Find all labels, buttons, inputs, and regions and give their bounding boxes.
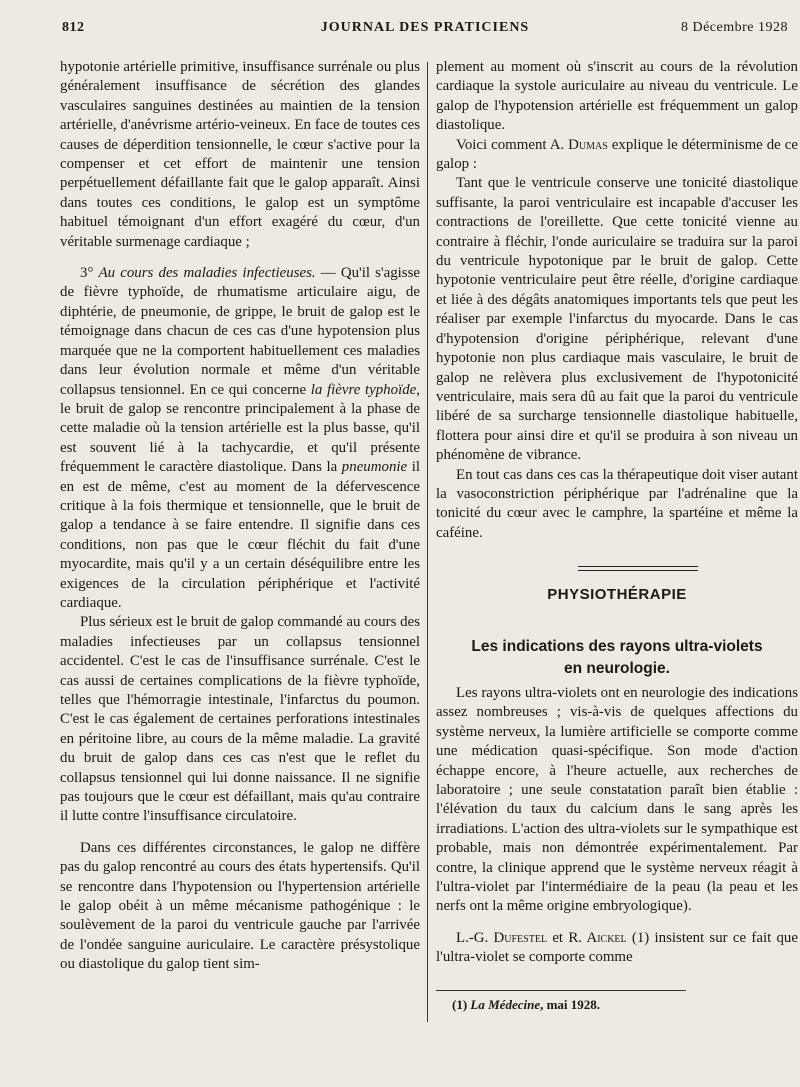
author-name: R. Aickel bbox=[568, 929, 627, 946]
left-column bbox=[60, 58, 420, 975]
paragraph: Tant que le ventricule conserve une tonicité diastolique suffisante, la paroi ventriculaire est incapable d'accuser les contractions de l'oreillette. Que cette tonicité vienne au contraire à fléchir, l'onde auriculaire se traduira sur la paroi du ventricule hypotonique par le bruit de galop. Cette hypotonie ventriculaire peut être réelle, d'origine cardiaque et liée à des dégâts anatomiques importants tels que peut les réaliser par exemple l'infarctus du myocarde. Dans le cas d'hypotension d'origine périphérique, relevant d'une hypotonie non plus cardiaque mais vasculaire, le bruit de galop ne relèvera plus exclusivement de l'hypotonicité ventriculaire, mais sera dû au fait que la paroi du ventricule libéré de sa surcharge tensionnelle diastolique habituelle, flottera pour ainsi dire et qu'il se produira à son niveau un phénomène de vibrance. bbox=[436, 175, 798, 464]
list-number: 3° bbox=[80, 265, 99, 282]
section-rule bbox=[578, 566, 698, 571]
page-number: 812 bbox=[62, 20, 85, 35]
author-name: L.-G. Dufestel bbox=[456, 929, 548, 946]
emphasis: la fièvre typhoïde bbox=[310, 381, 417, 398]
paragraph bbox=[436, 929, 798, 968]
right-column-article bbox=[436, 684, 798, 968]
footnote-number: (1) bbox=[452, 997, 471, 1012]
text-run: explique le déterminisme de ce galop : bbox=[436, 136, 798, 173]
paragraph: hypotonie artérielle primitive, insuffisance surrénale ou plus généralement insuffisance de sécrétion des glandes vasculaires sanguines destinées au maintien de la tension artérielle, d'anévrisme artério-veineux. En face de toutes ces causes de déperdition tensionnelle, le cœur s'active pour la compenser et cet effort de maintenir une tension perpétuellement défaillante fait que le galop apparaît. Ainsi dans toutes ces conditions, le galop est un symptôme habituel témoignant d'un effort exagéré du cœur, d'un véritable surmenage cardiaque ; bbox=[60, 59, 420, 250]
issue-date: 8 Décembre 1928 bbox=[680, 20, 788, 35]
footnote-source: La Médecine bbox=[470, 997, 541, 1012]
paragraph: plement au moment où s'inscrit au cours de la révolution cardiaque la systole auriculaire au niveau du ventricule. Le galop de l'hypotension artérielle est fréquemment un galop diastolique. bbox=[436, 59, 798, 134]
text-run: il en est de même, c'est au moment de la défervescence critique à la fois thermique et tensionnelle, que le bruit de galop a tendance à se faire entendre. Il signifie dans ces conditions, non pas que le cœur fléchit du fait d'une myocardite, mais qu'il y a un certain déséquilibre entre les exigences de la circulation périphérique et l'activité cardiaque. bbox=[60, 459, 421, 611]
text-run: , le bruit de galop se rencontre principalement à la phase de cette maladie où la tension artérielle est la plus basse, qu'il est souvent lié à la tachycardie, et qu'il présente fréquemment le caractère diastolique. Dans la bbox=[60, 381, 420, 476]
footnote-rule bbox=[436, 990, 686, 991]
paragraph: Les rayons ultra-violets ont en neurologie des indications assez nombreuses ; vis-à-vis de quelques affections du système nerveux, la lumière artificielle se comporte comme une médication quasi-spécifique. Son mode d'action échappe encore, à l'heure actuelle, aux recherches de laboratoire ; une seule constatation paraît bien établie : l'élévation du taux du calcium dans le sang après les irradiations. L'action des ultra-violets sur le sympathique est probable, mais non démontrée expérimentalement. Par contre, la clinique apprend que le système nerveux réagit à l'ultra-violet par l'intermédiaire de la peau (la peau et les nerfs ont la même origine embryologique). bbox=[436, 685, 798, 915]
paragraph: En tout cas dans ces cas la thérapeutique doit viser autant la vasoconstriction périphérique par l'adrénaline que la tonicité du cœur avec le camphre, la spartéine et même la caféine. bbox=[436, 466, 798, 541]
text-run: Voici comment A. bbox=[456, 136, 569, 153]
subsection-heading: Au cours des maladies infectieuses. bbox=[98, 265, 316, 282]
footnote-text: , mai 1928. bbox=[540, 997, 601, 1012]
paragraph-infectious-diseases bbox=[60, 264, 420, 613]
journal-title: JOURNAL DES PRATICIENS bbox=[320, 20, 530, 35]
paragraph: Dans ces différentes circonstances, le galop ne diffère pas du galop rencontré au cours des états hypertensifs. Qu'il se rencontre dans l'hypotension ou l'hypertension artérielle le galop obéit à un même mécanisme pathogénique : le soulèvement de la paroi du ventricule gauche par l'arrivée de l'ondée sanguine auriculaire. Le caractère présystolique ou diastolique du galop tient sim- bbox=[60, 839, 420, 973]
text-run: (1) insistent sur ce fait que l'ultra-violet se comporte comme bbox=[436, 929, 798, 966]
paragraph bbox=[436, 136, 798, 175]
footnote bbox=[452, 997, 600, 1013]
text-run: et bbox=[547, 929, 569, 946]
paragraph: Plus sérieux est le bruit de galop commandé au cours des maladies infectieuses par un collapsus tensionnel accidentel. C'est le cas de l'insuffisance surrénale. C'est le cas aussi de certaines complications de la fièvre typhoïde, telles que l'hémorragie intestinale, l'infarctus du poumon. C'est le cas également de certaines perforations intestinales en péritoine libre, au cours de la même maladie. La gravité du bruit de galop dans ces cas n'est que le reflet du collapsus tensionnel qui lui donne naissance. Il ne signifie pas toujours que le cœur est défaillant, mais qu'au contraire il lutte contre l'insuffisance circulatoire. bbox=[60, 614, 420, 825]
page-header bbox=[62, 20, 788, 40]
article-title bbox=[436, 636, 798, 680]
column-divider bbox=[427, 62, 428, 1022]
article-title-line: en neurologie. bbox=[564, 660, 670, 677]
text-run: — Qu'il s'agisse de fièvre typhoïde, de rhumatisme articulaire aigu, de diphtérie, de pneumonie, de grippe, le bruit de galop est le témoignage dans chacun de ces cas d'une hypotension plus marquée que ne la comportent habituellement ces maladies dans leur évolution normale et même d'un véritable collapsus tensionnel. En ce qui concerne bbox=[60, 265, 421, 398]
article-title-line: Les indications des rayons ultra-violets bbox=[471, 638, 763, 655]
emphasis: pneumonie bbox=[341, 459, 408, 476]
author-name: Dumas bbox=[568, 136, 608, 153]
right-column bbox=[436, 58, 798, 543]
section-title: PHYSIOTHÉRAPIE bbox=[547, 586, 687, 603]
